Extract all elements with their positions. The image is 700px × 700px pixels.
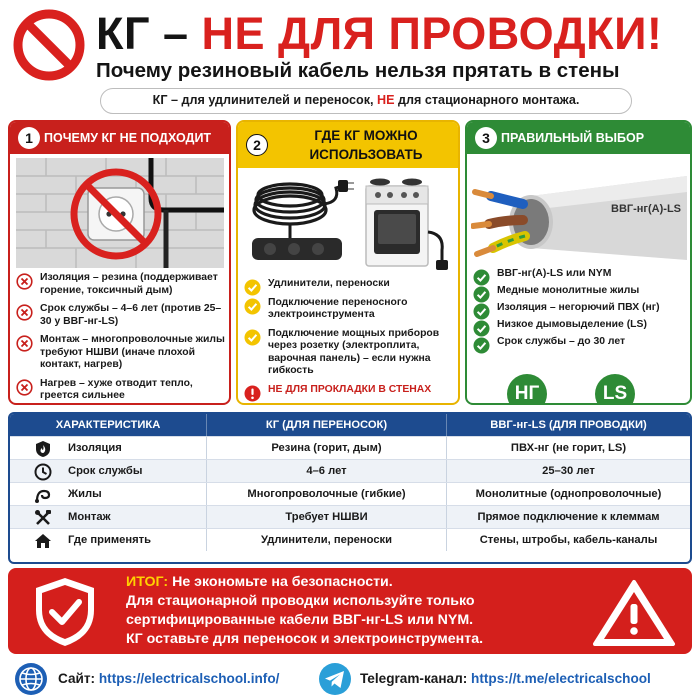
check-circle-icon (473, 269, 490, 286)
check-circle-icon (473, 320, 490, 337)
list-item: Изоляция – негорючий ПВХ (нг) (473, 302, 686, 314)
table-cell: Удлинители, переноски (206, 529, 446, 551)
usage-list (244, 278, 454, 402)
table-cell: Резина (горит, дым) (206, 437, 446, 459)
tagline (100, 88, 632, 114)
badge-ls: LS (595, 374, 635, 405)
globe-icon (14, 662, 48, 696)
right-choice-list (473, 268, 686, 353)
exclamation-circle-icon (244, 385, 261, 402)
check-circle-icon (244, 329, 261, 346)
telegram-link[interactable]: Telegram-канал: https://t.me/electricalschool (360, 671, 651, 686)
check-circle-icon (244, 298, 261, 315)
list-item: Срок службы – 4–6 лет (против 25–30 у ВВГ-нг-LS) (16, 303, 225, 328)
list-item: Подключение переносного электроинструмента (244, 297, 454, 322)
conclusion-banner (8, 568, 692, 654)
panel-header (10, 122, 229, 154)
page-subtitle: Почему резиновый кабель нельзя прятать в стены (96, 59, 620, 82)
shield-check-icon (32, 576, 98, 648)
panel-title: ГДЕ КГ МОЖНО ИСПОЛЬЗОВАТЬ (309, 128, 423, 162)
table-header-cell: КГ (ДЛЯ ПЕРЕНОСОК) (206, 414, 446, 436)
table-row (10, 436, 690, 459)
home-icon (34, 532, 52, 550)
panel-header (467, 122, 690, 154)
page-title (96, 6, 696, 62)
check-circle-icon (244, 279, 261, 296)
panel-title: ПОЧЕМУ КГ НЕ ПОДХОДИТ (44, 131, 212, 145)
table-cell: 25–30 лет (446, 460, 690, 482)
tagline-prefix: КГ – для удлинителей и переносок, (152, 93, 378, 107)
table-header-row (10, 414, 690, 436)
check-circle-icon (473, 337, 490, 354)
badges (467, 374, 690, 405)
panel-number: 3 (475, 127, 497, 149)
conclusion-text: ИТОГ: Не экономьте на безопасности. Для стационарной проводки используйте только сертифицированные кабели ВВГ-нг-LS или NYM. КГ оставьте для переносок и электроинструмента. (126, 574, 484, 647)
wall-socket-prohibited-illustration (16, 158, 224, 268)
badge-ng: НГ (507, 374, 547, 405)
table-row (10, 528, 690, 551)
cross-circle-icon (16, 379, 33, 396)
tools-icon (34, 509, 52, 527)
list-item: Подключение мощных приборов через розетку (электроплита, варочная панель) – если нужна гибкость (244, 328, 454, 378)
check-circle-icon (473, 286, 490, 303)
title-part-red: НЕ ДЛЯ ПРОВОДКИ! (201, 8, 663, 59)
flame-shield-icon (34, 440, 52, 458)
cross-circle-icon (16, 304, 33, 321)
header (0, 0, 700, 118)
row-label: Изоляция (68, 442, 122, 454)
check-circle-icon (473, 303, 490, 320)
row-label: Где применять (68, 534, 151, 546)
panel-title: ПРАВИЛЬНЫЙ ВЫБОР (501, 131, 645, 145)
row-label: Жилы (68, 488, 102, 500)
list-item: ВВГ-нг(А)-LS или NYM (473, 268, 686, 280)
cross-circle-icon (16, 335, 33, 352)
telegram-icon (318, 662, 352, 696)
reasons-list (16, 272, 225, 405)
comparison-table (8, 412, 692, 564)
list-item: Удлинители, переноски (244, 278, 454, 291)
tagline-red: НЕ (377, 93, 395, 107)
table-header-cell: ВВГ-нг-LS (ДЛЯ ПРОВОДКИ) (446, 414, 690, 436)
conclusion-label: ИТОГ: (126, 574, 169, 590)
wire-core-icon (34, 486, 52, 504)
warning-triangle-icon (592, 578, 676, 648)
table-cell: Стены, штробы, кабель-каналы (446, 529, 690, 551)
table-row (10, 482, 690, 505)
prohibition-icon (12, 8, 86, 82)
table-row (10, 505, 690, 528)
row-label: Монтаж (68, 511, 111, 523)
list-item: Срок службы – до 30 лет (473, 336, 686, 348)
footer (0, 658, 700, 700)
cross-circle-icon (16, 273, 33, 290)
clock-icon (34, 463, 52, 481)
list-item: Нагрев – хуже отводит тепло, греется сильнее (16, 378, 225, 403)
table-cell: ПВХ-нг (не горит, LS) (446, 437, 690, 459)
panel-number: 1 (18, 127, 40, 149)
table-header-cell: ХАРАКТЕРИСТИКА (55, 419, 161, 431)
list-item: Медные монолитные жилы (473, 285, 686, 297)
panel-why-not (8, 120, 231, 405)
table-cell: Требует НШВИ (206, 506, 446, 528)
panel-number: 2 (246, 134, 268, 156)
title-part-black: КГ – (96, 8, 202, 59)
tagline-suffix: для стационарного монтажа. (394, 93, 580, 107)
panel-where-use (236, 120, 460, 405)
vvg-cable-illustration (471, 156, 687, 264)
table-cell: Монолитные (однопроволочные) (446, 483, 690, 505)
list-item: Изоляция – резина (поддерживает горение, токсичный дым) (16, 272, 225, 297)
panel-right-choice (465, 120, 692, 405)
list-item: Монтаж – многопроволочные жилы требуют НШВИ (иначе плохой контакт, нагрев) (16, 334, 225, 372)
site-link[interactable]: Сайт: https://electricalschool.info/ (58, 671, 280, 686)
table-cell: 4–6 лет (206, 460, 446, 482)
warning-item: НЕ ДЛЯ ПРОКЛАДКИ В СТЕНАХ (244, 384, 454, 397)
row-label: Срок службы (68, 465, 143, 477)
table-cell: Многопроволочные (гибкие) (206, 483, 446, 505)
extension-cord-and-stove-illustration (244, 172, 452, 272)
cable-label: ВВГ-нг(А)-LS (611, 203, 682, 215)
table-row (10, 459, 690, 482)
panel-header (238, 122, 458, 168)
table-cell: Прямое подключение к клеммам (446, 506, 690, 528)
list-item: Низкое дымовыделение (LS) (473, 319, 686, 331)
